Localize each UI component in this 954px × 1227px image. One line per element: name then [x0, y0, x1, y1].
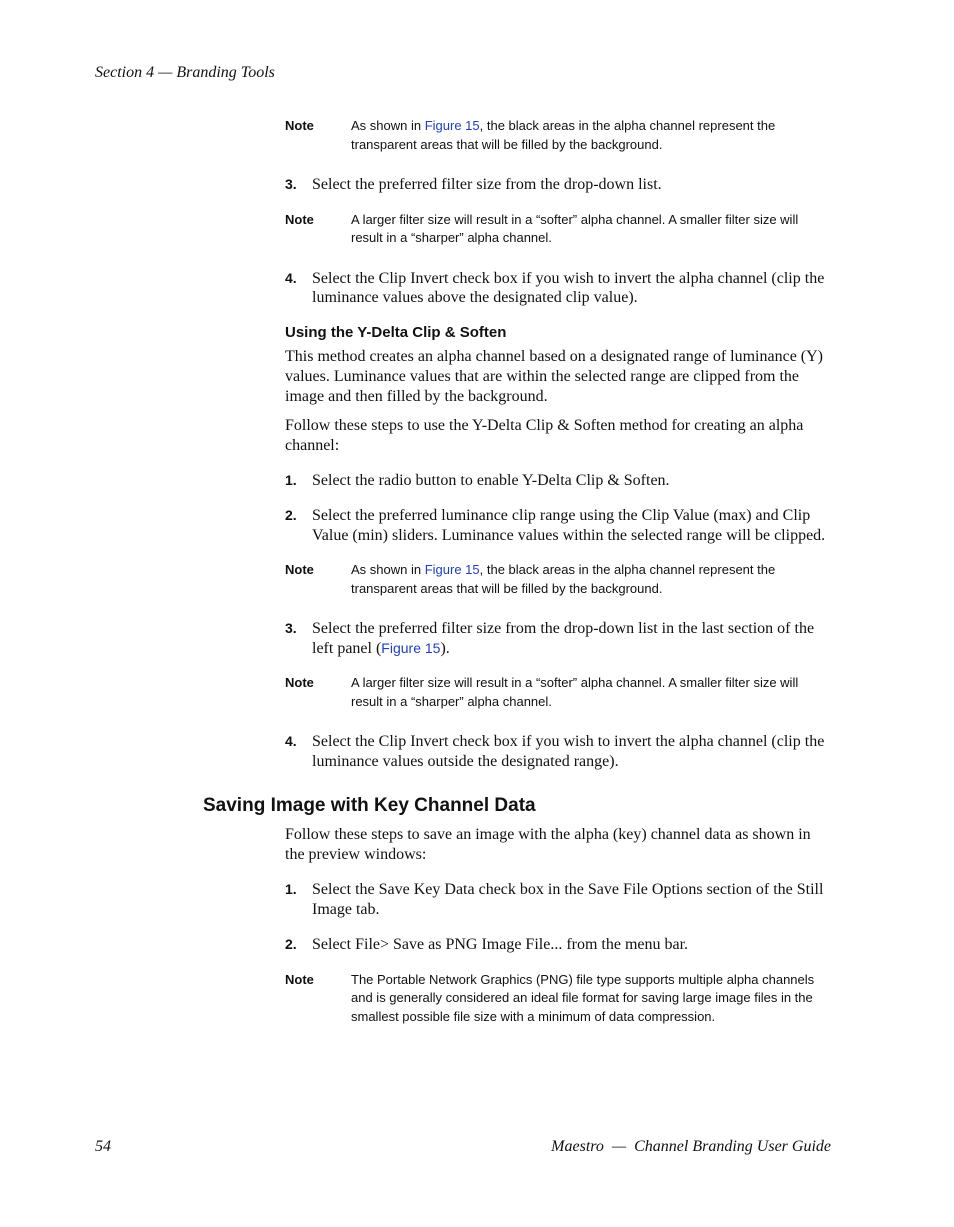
subsection-heading: Using the Y-Delta Clip & Soften [285, 323, 507, 341]
step-3-filter-size-left-panel [285, 619, 831, 658]
step-number: 1. [285, 881, 297, 897]
section-heading: Saving Image with Key Channel Data [203, 795, 536, 816]
running-footer: Maestro — Channel Branding User Guide [551, 1138, 831, 1155]
step-number: 4. [285, 733, 297, 749]
note-label: Note [285, 118, 314, 133]
note-text [351, 561, 831, 598]
step-1-save-key-data [285, 880, 831, 919]
step-text: Select the Save Key Data check box in the Save File Options section of the Still Image tab. [312, 881, 824, 918]
step-number: 3. [285, 176, 297, 192]
step-text-end: ). [440, 639, 450, 657]
note-figure-reference [285, 117, 831, 154]
step-4-clip-invert [285, 732, 831, 771]
step-2-clip-range [285, 506, 831, 545]
step-text: Select the preferred luminance clip range using the Clip Value (max) and Clip Value (min) sliders. Luminance values within the selected range will be clipped. [312, 507, 826, 544]
save-steps-intro: Follow these steps to save an image with the alpha (key) channel data as shown in the preview windows: [285, 826, 811, 863]
figure-15-link[interactable]: Figure 15 [424, 118, 480, 133]
note-text: A larger filter size will result in a “softer” alpha channel. A smaller filter size will result in a “sharper” alpha channel. [351, 675, 799, 709]
note-label: Note [285, 211, 314, 227]
note-text-end: , the black areas in the alpha channel represent the transparent areas that will be filled by the background. [351, 562, 776, 596]
note-figure-reference [285, 561, 831, 598]
step-1-radio-button [285, 471, 831, 491]
note-text [351, 117, 831, 154]
step-text-start: Select the preferred filter size from the drop-down list in the last section of the left panel ( [312, 620, 815, 657]
figure-15-link[interactable]: Figure 15 [424, 562, 480, 577]
method-description: This method creates an alpha channel based on a designated range of luminance (Y) values. Luminance values that are within the selected range are clipped from the image and then filled by the background. [285, 347, 824, 405]
step-3-filter-size [285, 175, 831, 195]
steps-intro: Follow these steps to use the Y-Delta Clip & Soften method for creating an alpha channel: [285, 416, 804, 454]
step-2-save-png [285, 935, 831, 955]
note-text: The Portable Network Graphics (PNG) file type supports multiple alpha channels and is generally considered an ideal file format for saving large image files in the smallest possible file size with a minimum of data compression. [351, 971, 815, 1024]
note-png-format [285, 971, 831, 1027]
note-filter-size [285, 211, 831, 248]
step-number: 4. [285, 269, 297, 286]
step-4-clip-invert [285, 269, 831, 308]
note-label: Note [285, 971, 314, 987]
step-number: 2. [285, 507, 297, 523]
step-text: Select the Clip Invert check box if you wish to invert the alpha channel (clip the luminance values above the designated clip value). [312, 269, 825, 306]
step-number: 2. [285, 936, 297, 952]
note-text: A larger filter size will result in a “softer” alpha channel. A smaller filter size will result in a “sharper” alpha channel. [351, 211, 799, 245]
page-body [203, 117, 831, 1047]
step-text: Select the preferred filter size from the drop-down list. [312, 176, 662, 193]
page-number: 54 [95, 1138, 111, 1155]
note-label: Note [285, 675, 314, 690]
step-number: 1. [285, 471, 297, 488]
note-filter-size [285, 674, 831, 711]
note-label: Note [285, 562, 314, 577]
figure-15-link[interactable]: Figure 15 [381, 639, 441, 656]
step-text: Select the Clip Invert check box if you wish to invert the alpha channel (clip the luminance values outside the designated range). [312, 733, 825, 770]
running-header: Section 4 — Branding Tools [95, 64, 275, 81]
note-text-start: As shown in [351, 118, 425, 133]
step-number: 3. [285, 620, 297, 636]
step-text [312, 619, 831, 658]
note-text-end: , the black areas in the alpha channel represent the transparent areas that will be filled by the background. [351, 118, 776, 152]
note-text-start: As shown in [351, 562, 425, 577]
step-text: Select File> Save as PNG Image File... from the menu bar. [312, 936, 689, 953]
step-text: Select the radio button to enable Y-Delta Clip & Soften. [312, 471, 670, 489]
